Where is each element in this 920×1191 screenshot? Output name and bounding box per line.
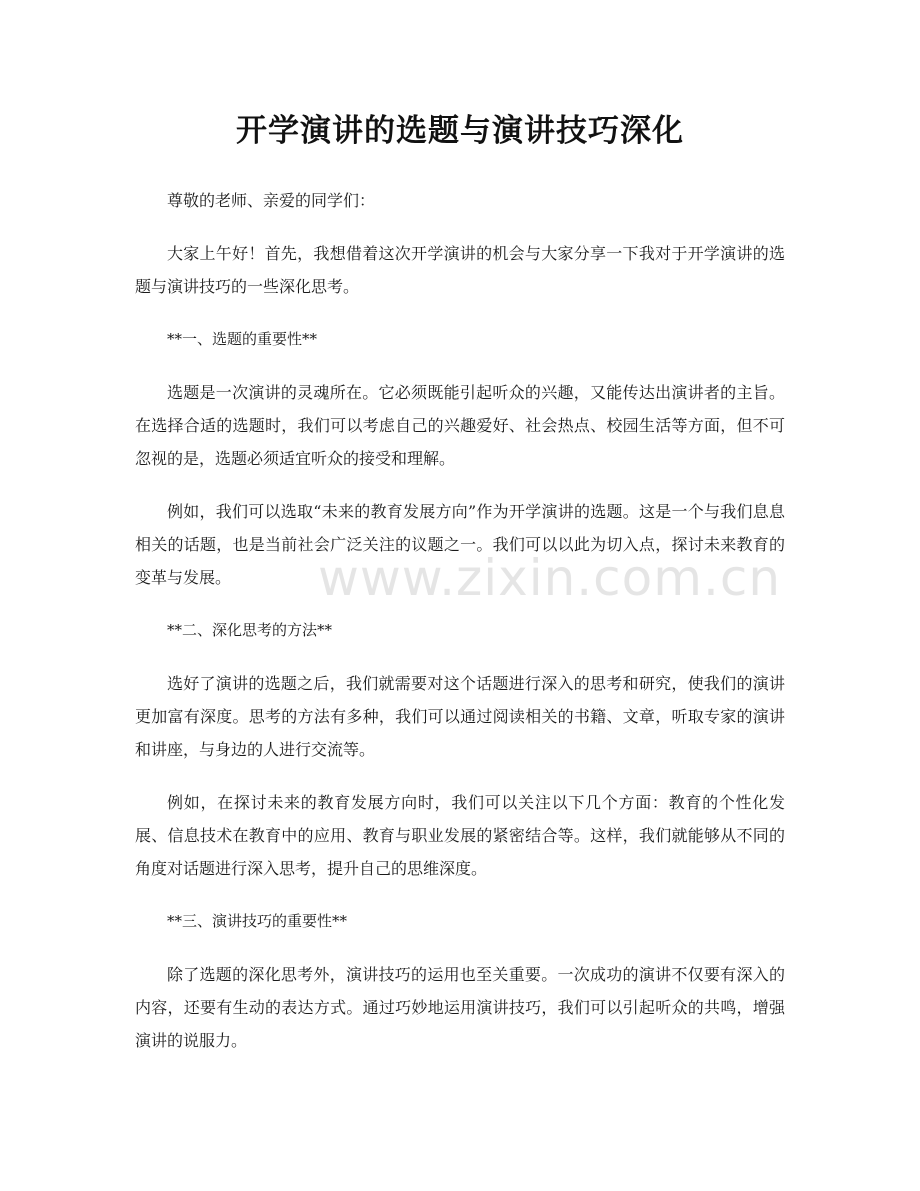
section3-paragraph-1: 除了选题的深化思考外，演讲技巧的运用也至关重要。一次成功的演讲不仅要有深入的内容，还要有生动的表达方式。通过巧妙地运用演讲技巧，我们可以引起听众的共鸣，增强演讲的说服力。	[135, 965, 785, 1050]
section2-paragraph-2: 例如，在探讨未来的教育发展方向时，我们可以关注以下几个方面：教育的个性化发展、信息技术在教育中的应用、教育与职业发展的紧密结合等。这样，我们就能够从不同的角度对话题进行深入思考，提升自己的思维深度。	[135, 793, 785, 878]
section1-paragraph-1: 选题是一次演讲的灵魂所在。它必须既能引起听众的兴趣，又能传达出演讲者的主旨。在选择合适的选题时，我们可以考虑自己的兴趣爱好、社会热点、校园生活等方面，但不可忽视的是，选题必须适宜听众的接受和理解。	[135, 383, 785, 468]
document-body	[135, 184, 785, 1077]
section-heading-2: **二、深化思考的方法**	[167, 621, 333, 639]
section1-paragraph-2: 例如，我们可以选取“未来的教育发展方向”作为开学演讲的选题。这是一个与我们息息相关的话题，也是当前社会广泛关注的议题之一。我们可以以此为切入点，探讨未来教育的变革与发展。	[135, 502, 785, 587]
document-title: 开学演讲的选题与演讲技巧深化	[236, 113, 684, 149]
intro-paragraph: 大家上午好！首先，我想借着这次开学演讲的机会与大家分享一下我对于开学演讲的选题与演讲技巧的一些深化思考。	[135, 244, 785, 296]
watermark-text: www.zixin.com.cn	[318, 549, 782, 607]
section-heading-1: **一、选题的重要性**	[167, 330, 318, 348]
greeting-paragraph: 尊敬的老师、亲爱的同学们：	[167, 191, 376, 210]
section2-paragraph-1: 选好了演讲的选题之后，我们就需要对这个话题进行深入的思考和研究，使我们的演讲更加富有深度。思考的方法有多种，我们可以通过阅读相关的书籍、文章，听取专家的演讲和讲座，与身边的人进行交流等。	[135, 674, 785, 759]
section-heading-3: **三、演讲技巧的重要性**	[167, 912, 348, 930]
